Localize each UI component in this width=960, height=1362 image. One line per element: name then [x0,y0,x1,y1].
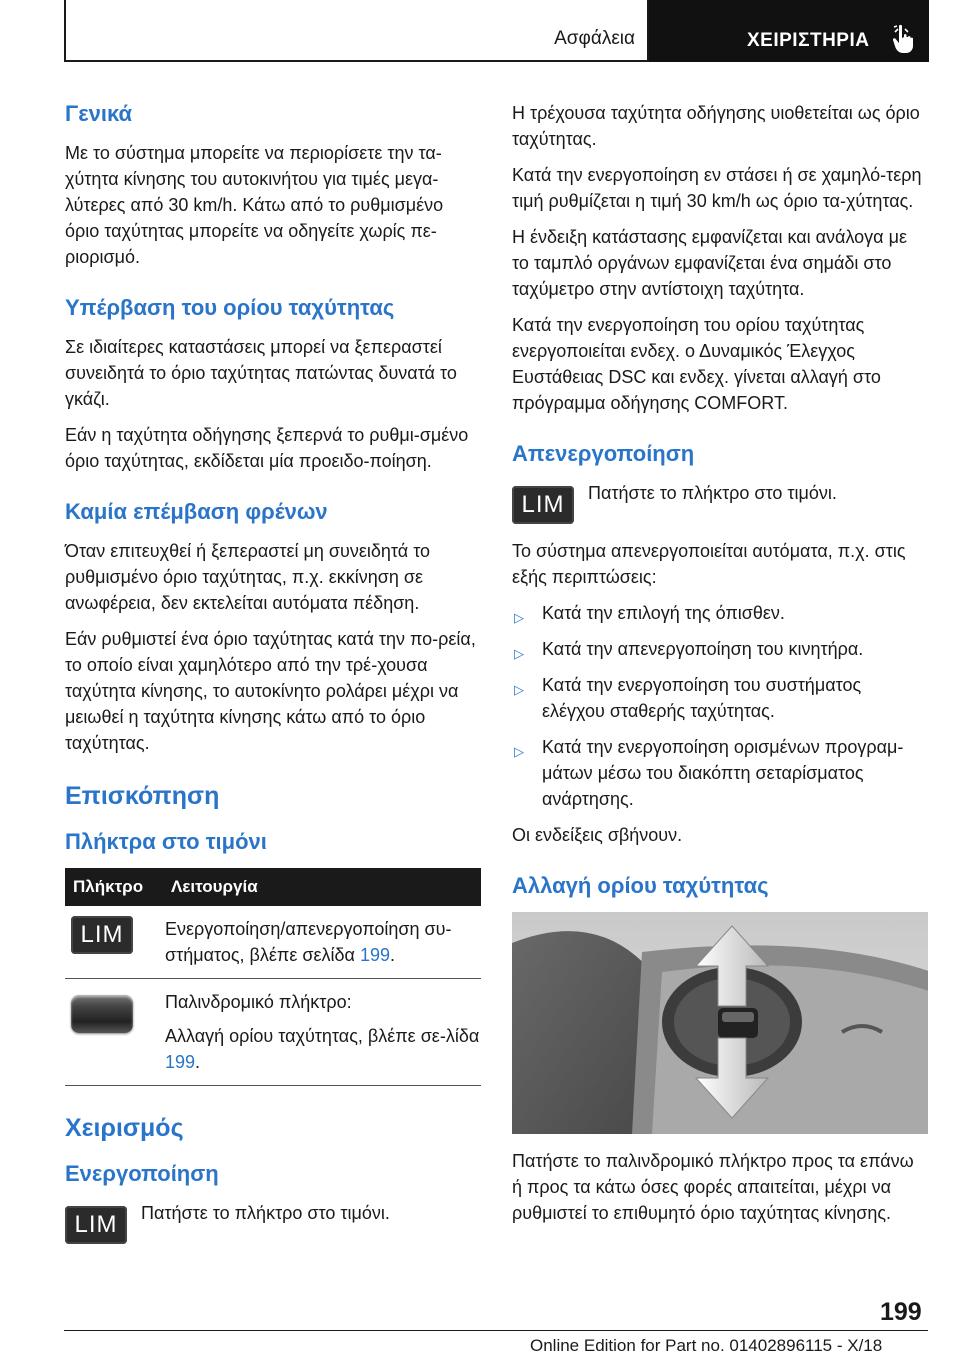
triangle-right-icon: ▷ [514,646,524,661]
lim-button-icon: LIM [71,916,133,954]
no-brake-paragraph-1: Όταν επιτευχθεί ή ξεπεραστεί μη συνειδητά το ρυθμισμένο όριο ταχύτητας, π.χ. εκκίνηση σε ανωφέρεια, δεν εκτελείται αυτόματα πέδηση. [65,541,431,613]
deactivation-text: Πατήστε το πλήκτρο στο τιμόνι. [588,483,837,503]
right-column [512,100,928,1236]
list-item: ▷ Κατά την απενεργοποίηση του κινητήρα. [512,636,928,662]
keys-table [65,868,481,1086]
lim-button-icon: LIM [512,486,574,524]
table-row [65,979,481,1086]
current-speed-paragraph: Η τρέχουσα ταχύτητα οδήγησης υιοθετείται ως όριο ταχύτητας. [512,103,920,149]
lim-function-text: Ενεργοποίηση/απενεργοποίηση συ-στήματος, βλέπε σελίδα 199. [165,919,452,965]
triangle-right-icon: ▷ [514,610,524,625]
left-column [65,100,481,1258]
page-link[interactable]: 199 [359,945,390,965]
operation-heading: Χειρισμός [65,1114,184,1142]
triangle-right-icon: ▷ [514,682,524,697]
page-number: 199 [880,1298,922,1326]
standstill-paragraph: Κατά την ενεργοποίηση εν στάσει ή σε χαμηλό-τερη τιμή ρυθμίζεται η τιμή 30 km/h ως όριο τα-χύτητας. [512,165,922,211]
overview-heading: Επισκόπηση [65,782,220,810]
indicators-off-paragraph: Οι ενδείξεις σβήνουν. [512,825,683,845]
list-item: ▷ Κατά την ενεργοποίηση ορισμένων προγραμ-μάτων μέσω του διακόπτη σεταρίσματος ανάρτησης. [514,737,904,809]
steering-keys-heading: Πλήκτρα στο τιμόνι [65,829,267,854]
list-item: ▷ Κατά την επιλογή της όπισθεν. [512,600,928,626]
activation-heading: Ενεργοποίηση [65,1161,219,1186]
header-chapter-tab [649,0,929,62]
steering-wheel-illustration [512,912,928,1134]
activation-text: Πατήστε το πλήκτρο στο τιμόνι. [141,1203,390,1223]
rocker-label: Παλινδρομικό πλήκτρο: [165,992,352,1012]
exceed-paragraph-2: Εάν η ταχύτητα οδήγησης ξεπερνά το ρυθμι-σμένο όριο ταχύτητας, εκδίδεται μία προειδο-ποίηση. [65,425,469,471]
header-chapter-title: ΧΕΙΡΙΣΤΗΡΙΑ [747,30,870,51]
lim-button-icon: LIM [65,1206,127,1244]
footer-edition-text: Online Edition for Part no. 01402896115 - X/18 [530,1336,883,1355]
rocker-switch-icon [71,995,133,1033]
header-section-title: Ασφάλεια [554,28,635,49]
change-limit-heading: Αλλαγή ορίου ταχύτητας [512,873,769,898]
no-brake-heading: Καμία επέμβαση φρένων [65,499,328,524]
deactivation-heading: Απενεργοποίηση [512,441,695,466]
keys-table-header-row [65,868,481,906]
general-paragraph: Με το σύστημα μπορείτε να περιορίσετε την τα-χύτητα κίνησης του αυτοκινήτου για τιμές μεγα-λύτερες από 30 km/h. Κάτω από το ρυθμισμένο όριο ταχύτητας μπορείτε να οδηγείτε χωρίς πε-ριορισμό. [65,143,444,267]
deactivation-row [512,480,928,524]
dsc-paragraph: Κατά την ενεργοποίηση του ορίου ταχύτητας ενεργοποιείται ενδεχ. ο Δυναμικός Έλεγχος Ευστάθειας DSC και ενδεχ. γίνεται αλλαγή στο πρόγραμμα οδήγησης COMFORT. [512,315,881,413]
activation-row [65,1200,481,1244]
footer-divider [64,1330,928,1331]
list-item: ▷ Κατά την ενεργοποίηση του συστήματος ελέγχου σταθερής ταχύτητας. [514,675,862,721]
rocker-function-text: Αλλαγή ορίου ταχύτητας, βλέπε σε-λίδα 199. [165,1026,480,1072]
keys-table-header-key: Πλήκτρο [65,868,165,906]
change-limit-paragraph: Πατήστε το παλινδρομικό πλήκτρο προς τα επάνω ή προς τα κάτω όσες φορές απαιτείται, μέχρι να ρυθμιστεί το επιθυμητό όριο ταχύτητας κίνησης. [512,1151,914,1223]
deactivation-cases-list [512,600,928,812]
keys-table-header-function: Λειτουργία [165,868,481,906]
triangle-right-icon: ▷ [514,744,524,759]
auto-deactivation-paragraph: Το σύστημα απενεργοποιείται αυτόματα, π.χ. στις εξής περιπτώσεις: [512,541,906,587]
steering-wheel-photo [512,912,928,1134]
no-brake-paragraph-2: Εάν ρυθμιστεί ένα όριο ταχύτητας κατά την πο-ρεία, το οποίο είναι χαμηλότερο από την τρέ-χουσα ταχύτητα κίνησης, το αυτοκίνητο ρολάρει μέχρι να μειωθεί η ταχύτητα κίνησης κάτω από το όριο ταχύτητας. [65,629,476,753]
indicator-paragraph: Η ένδειξη κατάστασης εμφανίζεται και ανάλογα με το ταμπλό οργάνων εμφανίζεται ένα σημάδι στο ταχύμετρο στην αντίστοιχη ταχύτητα. [512,227,907,299]
page-link[interactable]: 199 [165,1052,196,1072]
header-section-box [64,0,649,62]
table-row [65,906,481,979]
exceed-heading: Υπέρβαση του ορίου ταχύτητας [65,295,395,320]
pointing-hand-icon [892,24,918,54]
general-heading: Γενικά [65,101,133,126]
exceed-paragraph-1: Σε ιδιαίτερες καταστάσεις μπορεί να ξεπεραστεί συνειδητά το όριο ταχύτητας πατώντας δυνατά το γκάζι. [65,337,457,409]
